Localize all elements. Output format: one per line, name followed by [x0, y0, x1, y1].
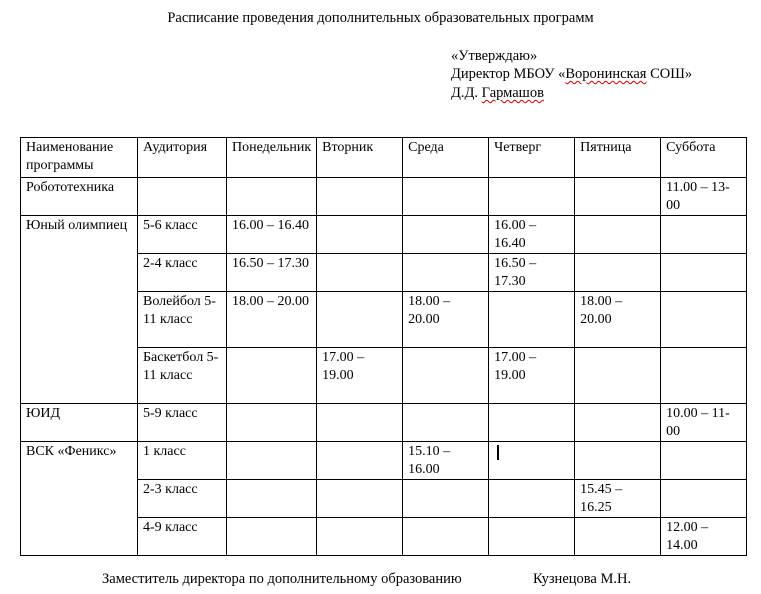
saturday-cell — [661, 442, 747, 480]
friday-cell — [575, 348, 661, 404]
tuesday-cell — [317, 442, 403, 480]
monday-cell: 16.50 – 17.30 — [227, 254, 317, 292]
audience-cell: 1 класс — [138, 442, 227, 480]
thursday-cell: 17.00 – 19.00 — [489, 348, 575, 404]
tuesday-cell: 17.00 – 19.00 — [317, 348, 403, 404]
audience-cell — [138, 178, 227, 216]
friday-cell: 15.45 – 16.25 — [575, 480, 661, 518]
wednesday-cell — [403, 480, 489, 518]
thursday-cell — [489, 292, 575, 348]
approval-signatory — [451, 84, 544, 102]
tuesday-cell — [317, 404, 403, 442]
wednesday-cell: 15.10 – 16.00 — [403, 442, 489, 480]
document-title: Расписание проведения дополнительных образовательных программ — [167, 10, 594, 26]
approval-surname: Гармашов — [481, 85, 544, 101]
footer-signatory-name: Кузнецова М.Н. — [533, 571, 632, 587]
saturday-cell — [661, 292, 747, 348]
table-row — [21, 404, 747, 442]
audience-cell: 2-4 класс — [138, 254, 227, 292]
tuesday-cell — [317, 178, 403, 216]
wednesday-cell — [403, 178, 489, 216]
friday-cell — [575, 404, 661, 442]
saturday-cell: 12.00 – 14.00 — [661, 518, 747, 556]
tuesday-cell — [317, 480, 403, 518]
table-header-row — [21, 138, 747, 178]
saturday-cell: 11.00 – 13-00 — [661, 178, 747, 216]
saturday-cell — [661, 348, 747, 404]
saturday-cell — [661, 216, 747, 254]
audience-cell: 5-9 класс — [138, 404, 227, 442]
monday-cell — [227, 178, 317, 216]
tuesday-cell — [317, 518, 403, 556]
thursday-cell — [489, 178, 575, 216]
approval-position — [451, 65, 692, 83]
thursday-cell — [489, 518, 575, 556]
approval-position-suffix: СОШ» — [646, 66, 693, 82]
friday-cell — [575, 254, 661, 292]
friday-cell — [575, 178, 661, 216]
monday-cell — [227, 442, 317, 480]
tuesday-cell — [317, 254, 403, 292]
monday-cell: 18.00 – 20.00 — [227, 292, 317, 348]
header-friday: Пятница — [575, 138, 661, 178]
monday-cell — [227, 518, 317, 556]
audience-cell: 2-3 класс — [138, 480, 227, 518]
friday-cell — [575, 518, 661, 556]
monday-cell: 16.00 – 16.40 — [227, 216, 317, 254]
wednesday-cell — [403, 348, 489, 404]
table-row — [21, 178, 747, 216]
audience-cell: Волейбол 5-11 класс — [138, 292, 227, 348]
thursday-cell[interactable] — [489, 442, 575, 480]
schedule-table — [20, 137, 747, 556]
audience-cell: Баскетбол 5-11 класс — [138, 348, 227, 404]
wednesday-cell: 18.00 – 20.00 — [403, 292, 489, 348]
wednesday-cell — [403, 518, 489, 556]
program-cell: Юный олимпиец — [21, 216, 138, 404]
program-cell: Робототехника — [21, 178, 138, 216]
header-monday: Понедельник — [227, 138, 317, 178]
thursday-cell: 16.00 – 16.40 — [489, 216, 575, 254]
thursday-cell: 16.50 – 17.30 — [489, 254, 575, 292]
table-row — [21, 216, 747, 254]
tuesday-cell — [317, 216, 403, 254]
header-tuesday: Вторник — [317, 138, 403, 178]
thursday-cell — [489, 480, 575, 518]
wednesday-cell — [403, 404, 489, 442]
wednesday-cell — [403, 254, 489, 292]
audience-cell: 5-6 класс — [138, 216, 227, 254]
monday-cell — [227, 480, 317, 518]
wednesday-cell — [403, 216, 489, 254]
approval-initials: Д.Д. — [451, 85, 482, 101]
text-cursor-icon — [497, 445, 499, 460]
friday-cell — [575, 216, 661, 254]
saturday-cell: 10.00 – 11-00 — [661, 404, 747, 442]
header-thursday: Четверг — [489, 138, 575, 178]
header-saturday: Суббота — [661, 138, 747, 178]
saturday-cell — [661, 254, 747, 292]
footer-position: Заместитель директора по дополнительному образованию — [102, 571, 462, 587]
audience-cell: 4-9 класс — [138, 518, 227, 556]
program-cell: ЮИД — [21, 404, 138, 442]
approval-stamp: «Утверждаю» — [451, 48, 538, 64]
monday-cell — [227, 404, 317, 442]
monday-cell — [227, 348, 317, 404]
header-wednesday: Среда — [403, 138, 489, 178]
saturday-cell — [661, 480, 747, 518]
tuesday-cell — [317, 292, 403, 348]
program-cell: ВСК «Феникс» — [21, 442, 138, 556]
approval-school-name: Воронинская — [565, 66, 647, 82]
header-audience: Аудитория — [138, 138, 227, 178]
friday-cell — [575, 442, 661, 480]
thursday-cell — [489, 404, 575, 442]
friday-cell: 18.00 – 20.00 — [575, 292, 661, 348]
header-program: Наименование программы — [21, 138, 138, 178]
approval-position-prefix: Директор МБОУ « — [451, 66, 566, 82]
table-row — [21, 442, 747, 480]
